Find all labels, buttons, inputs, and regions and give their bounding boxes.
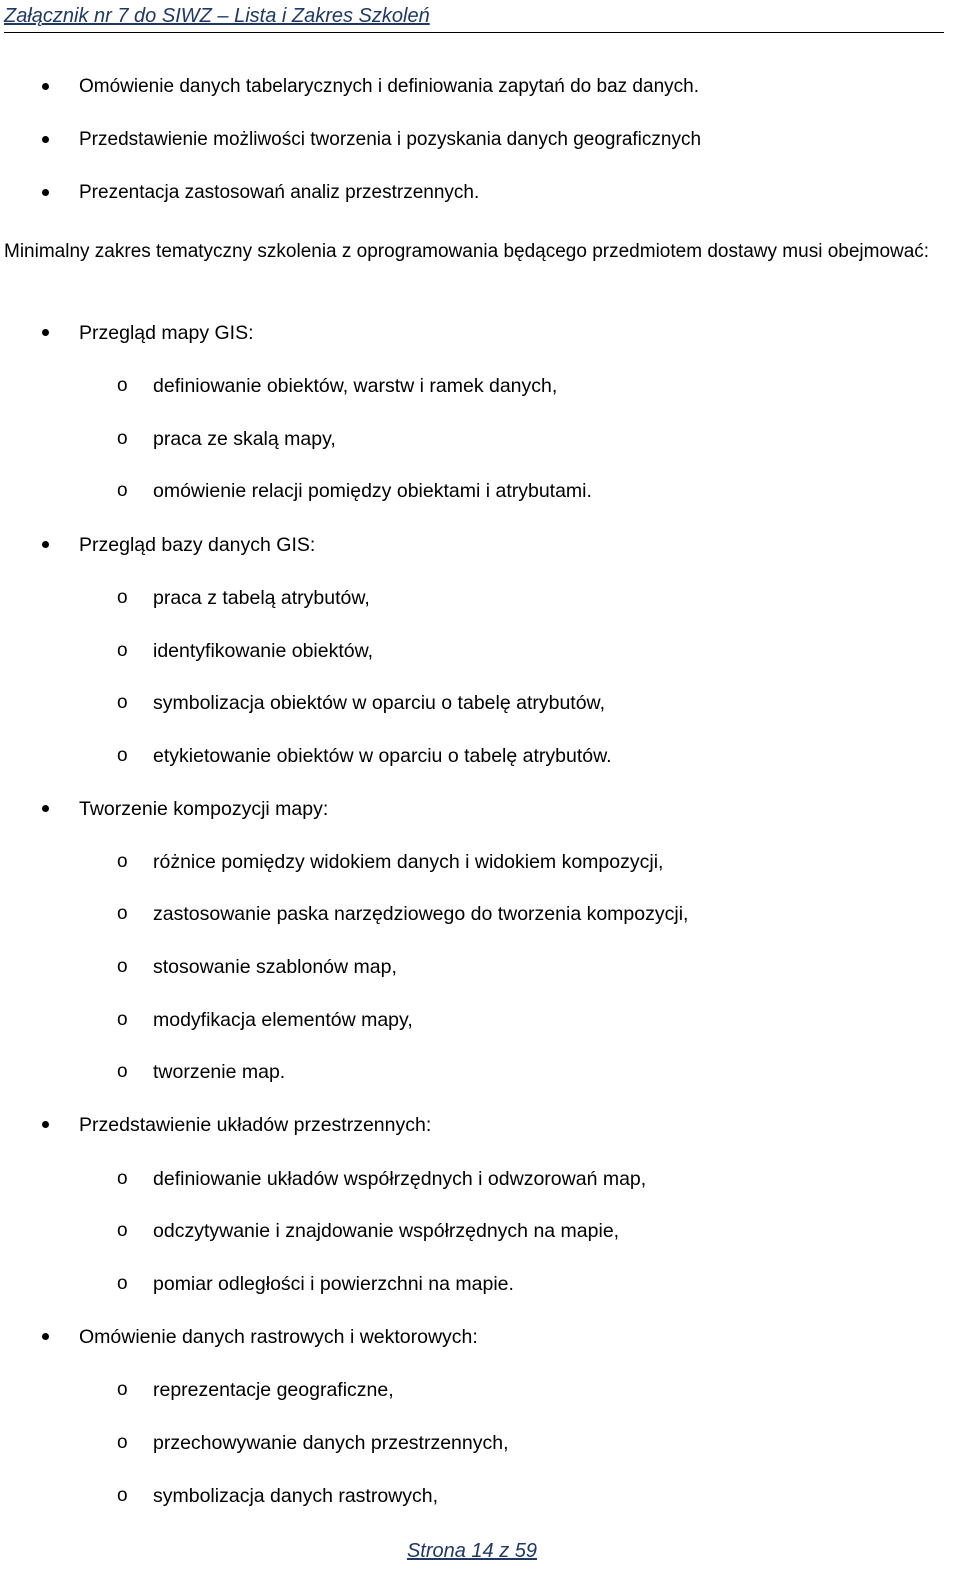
header-title: Załącznik nr 7 do SIWZ – Lista i Zakres Szkoleń	[4, 5, 430, 27]
circle-bullet-icon: o	[117, 903, 128, 924]
sub-list-item-text: różnice pomiędzy widokiem danych i widokiem kompozycji,	[153, 851, 664, 873]
sub-list-item-text: tworzenie map.	[153, 1061, 286, 1083]
section-title-text: Tworzenie kompozycji mapy:	[79, 798, 329, 820]
circle-bullet-icon: o	[117, 1432, 128, 1453]
section-title-text: Przegląd mapy GIS:	[79, 322, 254, 344]
sub-list-item-text: definiowanie obiektów, warstw i ramek danych,	[153, 375, 558, 397]
sub-list-item-text: symbolizacja obiektów w oparciu o tabelę atrybutów,	[153, 692, 605, 714]
sub-list-item-text: praca z tabelą atrybutów,	[153, 587, 370, 609]
circle-bullet-icon: o	[117, 428, 128, 449]
circle-bullet-icon: o	[117, 1061, 128, 1082]
section-title-text: Przegląd bazy danych GIS:	[79, 534, 316, 556]
bullet-icon	[42, 541, 49, 548]
sub-list-item-text: symbolizacja danych rastrowych,	[153, 1485, 439, 1507]
scope-paragraph: Minimalny zakres tematyczny szkolenia z oprogramowania będącego przedmiotem dostawy musi obejmować:	[4, 241, 930, 262]
circle-bullet-icon: o	[117, 1220, 128, 1241]
list-item-text: Omówienie danych tabelarycznych i definiowania zapytań do baz danych.	[79, 76, 699, 97]
list-item-text: Prezentacja zastosowań analiz przestrzennych.	[79, 182, 480, 203]
sub-list-item-text: praca ze skalą mapy,	[153, 428, 336, 450]
circle-bullet-icon: o	[117, 851, 128, 872]
sub-list-item-text: stosowanie szablonów map,	[153, 956, 397, 978]
circle-bullet-icon: o	[117, 1273, 128, 1294]
bullet-icon	[42, 805, 49, 812]
bullet-icon	[42, 1333, 49, 1340]
sub-list-item-text: zastosowanie paska narzędziowego do tworzenia kompozycji,	[153, 903, 689, 925]
page-header	[4, 2, 944, 33]
circle-bullet-icon: o	[117, 745, 128, 766]
section-title-text: Omówienie danych rastrowych i wektorowych:	[79, 1326, 478, 1348]
sub-list-item-text: omówienie relacji pomiędzy obiektami i atrybutami.	[153, 480, 592, 502]
circle-bullet-icon: o	[117, 1485, 128, 1506]
bullet-icon	[42, 136, 49, 143]
circle-bullet-icon: o	[117, 692, 128, 713]
circle-bullet-icon: o	[117, 375, 128, 396]
sub-list-item-text: przechowywanie danych przestrzennych,	[153, 1432, 509, 1454]
circle-bullet-icon: o	[117, 956, 128, 977]
sub-list-item-text: definiowanie układów współrzędnych i odwzorowań map,	[153, 1168, 647, 1190]
section-title-text: Przedstawienie układów przestrzennych:	[79, 1114, 432, 1136]
sub-list-item-text: etykietowanie obiektów w oparciu o tabelę atrybutów.	[153, 745, 612, 767]
circle-bullet-icon: o	[117, 1168, 128, 1189]
sub-list-item-text: odczytywanie i znajdowanie współrzędnych na mapie,	[153, 1220, 620, 1242]
sub-list-item-text: modyfikacja elementów mapy,	[153, 1009, 413, 1031]
bullet-icon	[42, 189, 49, 196]
circle-bullet-icon: o	[117, 1009, 128, 1030]
circle-bullet-icon: o	[117, 587, 128, 608]
bullet-icon	[42, 329, 49, 336]
circle-bullet-icon: o	[117, 1379, 128, 1400]
sub-list-item-text: reprezentacje geograficzne,	[153, 1379, 394, 1401]
sub-list-item-text: pomiar odległości i powierzchni na mapie.	[153, 1273, 514, 1295]
bullet-icon	[42, 83, 49, 90]
bullet-icon	[42, 1121, 49, 1128]
circle-bullet-icon: o	[117, 640, 128, 661]
page-number: Strona 14 z 59	[406, 1540, 538, 1562]
sub-list-item-text: identyfikowanie obiektów,	[153, 640, 374, 662]
circle-bullet-icon: o	[117, 480, 128, 501]
list-item-text: Przedstawienie możliwości tworzenia i pozyskania danych geograficznych	[79, 129, 702, 150]
